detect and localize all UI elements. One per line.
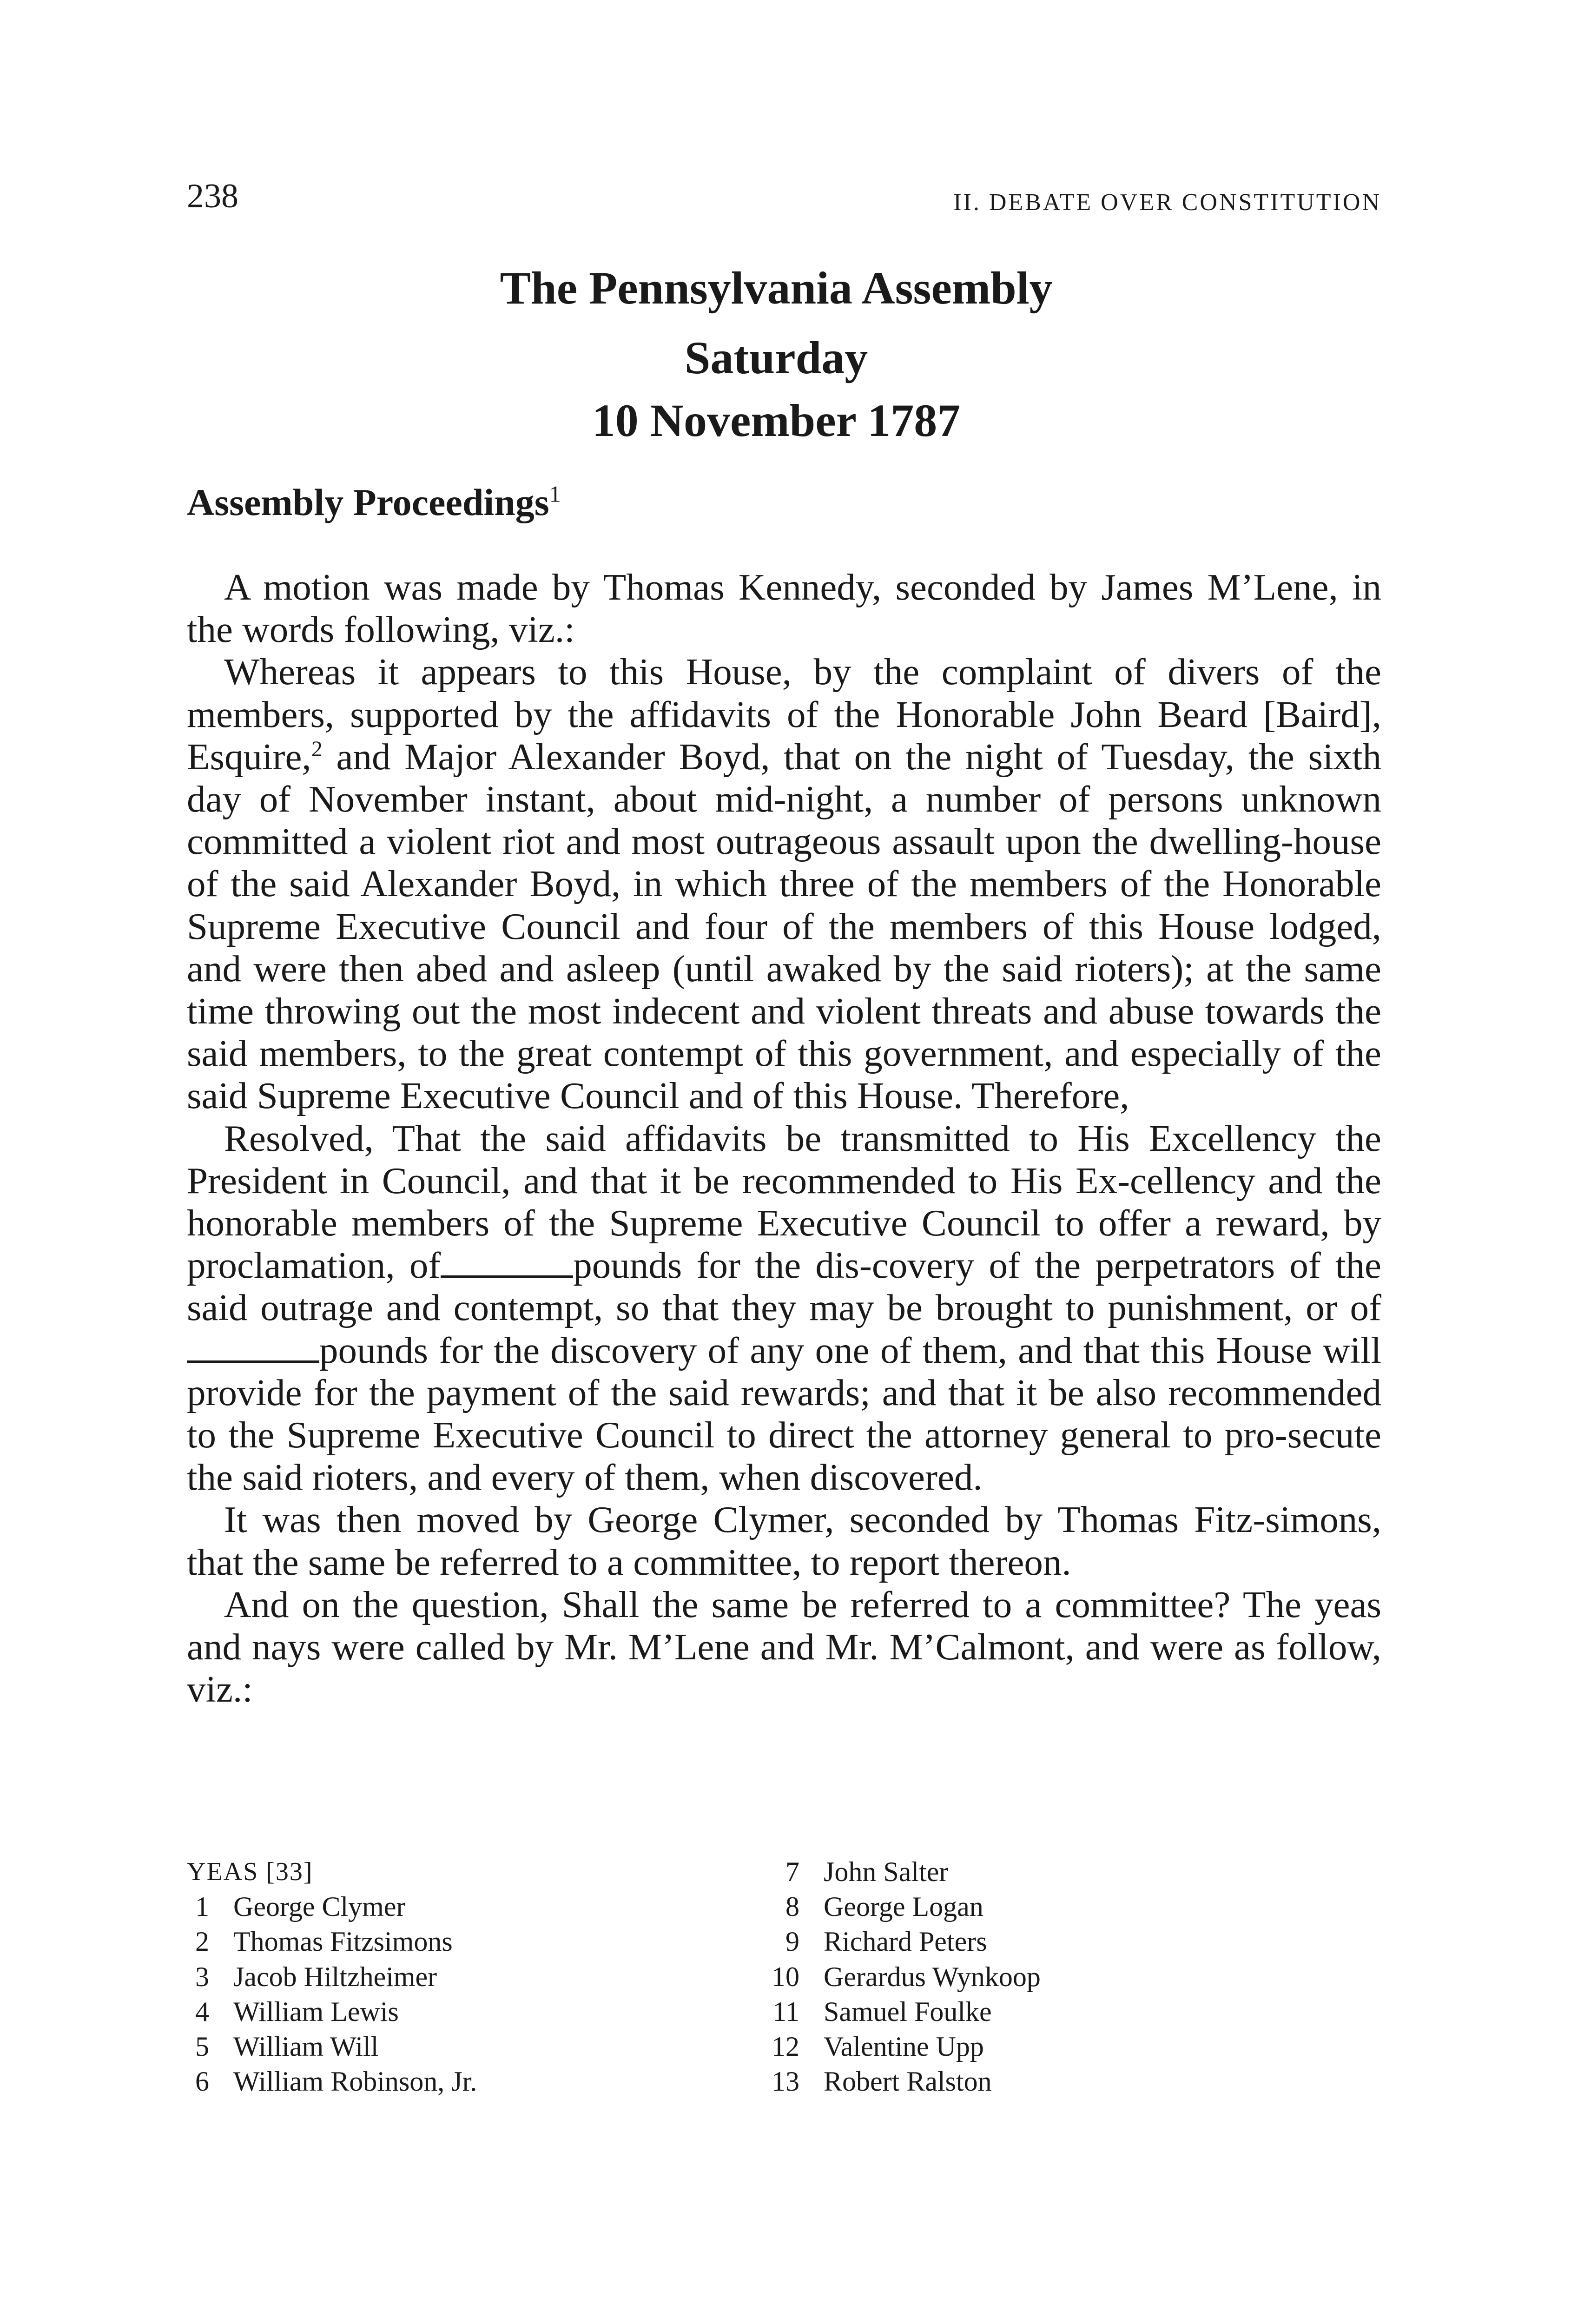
list-item xyxy=(735,1889,1340,1924)
blank-line xyxy=(187,1358,319,1363)
vote-name: William Lewis xyxy=(233,1996,399,2027)
vote-name: Valentine Upp xyxy=(824,2031,984,2062)
paragraph-motion: A motion was made by Thomas Kennedy, seconded by James M’Lene, in the words following, viz.: xyxy=(187,566,1381,651)
list-item xyxy=(187,1924,698,1959)
vote-name: George Clymer xyxy=(233,1891,406,1922)
vote-number: 3 xyxy=(195,1961,209,1992)
list-item xyxy=(187,2064,698,2099)
footnote-marker: 1 xyxy=(549,481,561,507)
footnote-marker: 2 xyxy=(311,736,323,761)
vote-number: 1 xyxy=(195,1891,209,1922)
paragraph-resolved-part3: pounds for the discovery of any one of them, and that this House will provide for the payment of the said rewards; and that it be also recommended to the Supreme Executive Council to direct the attorney general to pro-secute the said rioters, and every of them, when discovered. xyxy=(187,1329,1381,1499)
list-item xyxy=(187,1994,698,2029)
vote-number: 9 xyxy=(785,1926,799,1957)
vote-number: 4 xyxy=(195,1996,209,2027)
list-item xyxy=(735,1855,1340,1889)
paragraph-clymer-motion: It was then moved by George Clymer, seconded by Thomas Fitz-simons, that the same be referred to a committee, to report thereon. xyxy=(187,1499,1381,1583)
vote-name: Richard Peters xyxy=(824,1926,987,1957)
section-title xyxy=(187,483,561,522)
page-subtitle-date: 10 November 1787 xyxy=(592,395,961,446)
paragraph-resolved-part1: Resolved, That the said affidavits be transmitted to His Excellency the President in Council, and that it be recommended to His Ex-cellency and the honorable members of the Supreme Executive Council to offer a reward, by proclamation, of xyxy=(187,1117,1381,1287)
paragraph-resolved-part2: pounds for the dis-covery of the perpetrators of the said outrage and contempt, so that they may be brought to punishment, or of xyxy=(187,1244,1382,1329)
list-item xyxy=(735,2029,1340,2064)
vote-name: William Robinson, Jr. xyxy=(233,2066,477,2097)
page-subtitle-day: Saturday xyxy=(684,332,868,383)
vote-number: 6 xyxy=(195,2066,209,2097)
vote-number: 13 xyxy=(772,2066,799,2097)
running-head: II. DEBATE OVER CONSTITUTION xyxy=(953,189,1381,216)
list-item xyxy=(735,1924,1340,1959)
blank-line xyxy=(441,1273,573,1278)
vote-name: Robert Ralston xyxy=(824,2066,992,2097)
section-title-text: Assembly Proceedings xyxy=(187,481,549,523)
vote-number: 2 xyxy=(195,1926,209,1957)
vote-name: Gerardus Wynkoop xyxy=(824,1961,1041,1992)
paragraph-question: And on the question, Shall the same be referred to a committee? The yeas and nays were called by Mr. M’Lene and Mr. M’Calmont, and were as follow, viz.: xyxy=(187,1583,1381,1710)
list-item xyxy=(735,2064,1340,2099)
vote-number: 5 xyxy=(195,2031,209,2062)
list-item xyxy=(735,1960,1340,1994)
vote-number: 8 xyxy=(785,1891,799,1922)
paragraph-whereas xyxy=(187,651,1381,1117)
vote-name: William Will xyxy=(233,2031,379,2062)
votes-column-left xyxy=(187,1855,698,2099)
list-item xyxy=(735,1994,1340,2029)
paragraph-whereas-part2: and Major Alexander Boyd, that on the night of Tuesday, the sixth day of November instant, about mid-night, a number of persons unknown committed a violent riot and most outrageous assault upon the dwelling-house of the said Alexander Boyd, in which three of the members of the Honorable Supreme Executive Council and four of the members of this House lodged, and were then abed and asleep (until awaked by the said rioters); at the same time throwing out the most indecent and violent threats and abuse towards the said members, to the great contempt of this government, and especially of the said Supreme Executive Council and of this House. Therefore, xyxy=(187,735,1381,1117)
page-title: The Pennsylvania Assembly xyxy=(500,262,1053,314)
vote-name: Samuel Foulke xyxy=(824,1996,992,2027)
vote-name: Thomas Fitzsimons xyxy=(233,1926,453,1957)
vote-number: 7 xyxy=(785,1856,799,1887)
votes-column-right xyxy=(735,1855,1340,2099)
paragraph-whereas-part1: Whereas it appears to this House, by the complaint of divers of the members, supported by the affidavits of the Honorable John Beard [Baird], Esquire, xyxy=(187,651,1381,778)
votes-heading: YEAS [33] xyxy=(187,1857,313,1886)
vote-number: 11 xyxy=(772,1996,799,2027)
vote-name: George Logan xyxy=(824,1891,983,1922)
vote-number: 12 xyxy=(772,2031,799,2062)
paragraph-resolved xyxy=(187,1117,1381,1499)
vote-name: John Salter xyxy=(824,1856,949,1887)
body-text xyxy=(187,566,1381,1710)
list-item xyxy=(187,1889,698,1924)
list-item xyxy=(187,2029,698,2064)
vote-name: Jacob Hiltzheimer xyxy=(233,1961,437,1992)
page-number: 238 xyxy=(187,177,238,215)
list-item xyxy=(187,1960,698,1994)
vote-number: 10 xyxy=(772,1961,799,1992)
